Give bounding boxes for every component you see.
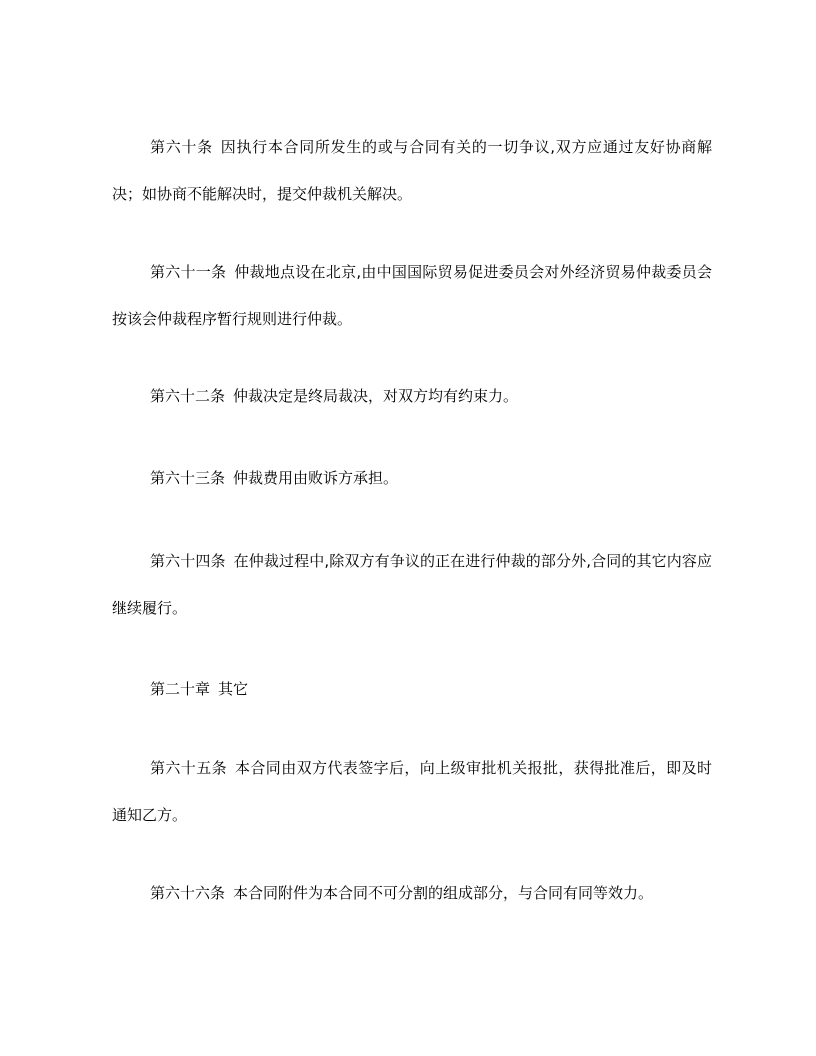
article-number: 第六十一条 [150,263,227,281]
article-63 [112,455,712,502]
article-number: 第六十条 [150,138,213,156]
article-61 [112,249,712,343]
article-text: 本合同附件为本合同不可分割的组成部分，与合同有同等效力。 [233,884,654,902]
article-64 [112,538,712,632]
article-number: 第六十三条 [150,469,226,487]
article-text: 在仲裁过程中,除双方有争议的正在进行仲裁的部分外,合同的其它内容应继续履行。 [112,552,712,617]
article-62 [112,373,712,420]
article-number: 第六十四条 [150,552,226,570]
article-number: 第六十二条 [150,387,226,405]
chapter-number: 第二十章 [150,680,211,698]
article-text: 因执行本合同所发生的或与合同有关的一切争议,双方应通过友好协商解决；如协商不能解决时，提交仲裁机关解决。 [112,138,712,203]
article-text: 仲裁地点设在北京,由中国国际贸易促进委员会对外经济贸易仲裁委员会按该会仲裁程序暂行规则进行仲裁。 [112,263,712,328]
article-number: 第六十五条 [150,759,227,777]
chapter-title: 其它 [218,680,249,698]
chapter-heading [150,679,248,699]
article-66 [112,870,712,917]
article-text: 本合同由双方代表签字后，向上级审批机关报批，获得批准后，即及时通知乙方。 [112,759,712,824]
article-number: 第六十六条 [150,884,226,902]
article-text: 仲裁决定是终局裁决，对双方均有约束力。 [233,387,519,405]
article-60 [112,124,712,218]
article-65 [112,745,712,839]
article-text: 仲裁费用由败诉方承担。 [233,469,399,487]
